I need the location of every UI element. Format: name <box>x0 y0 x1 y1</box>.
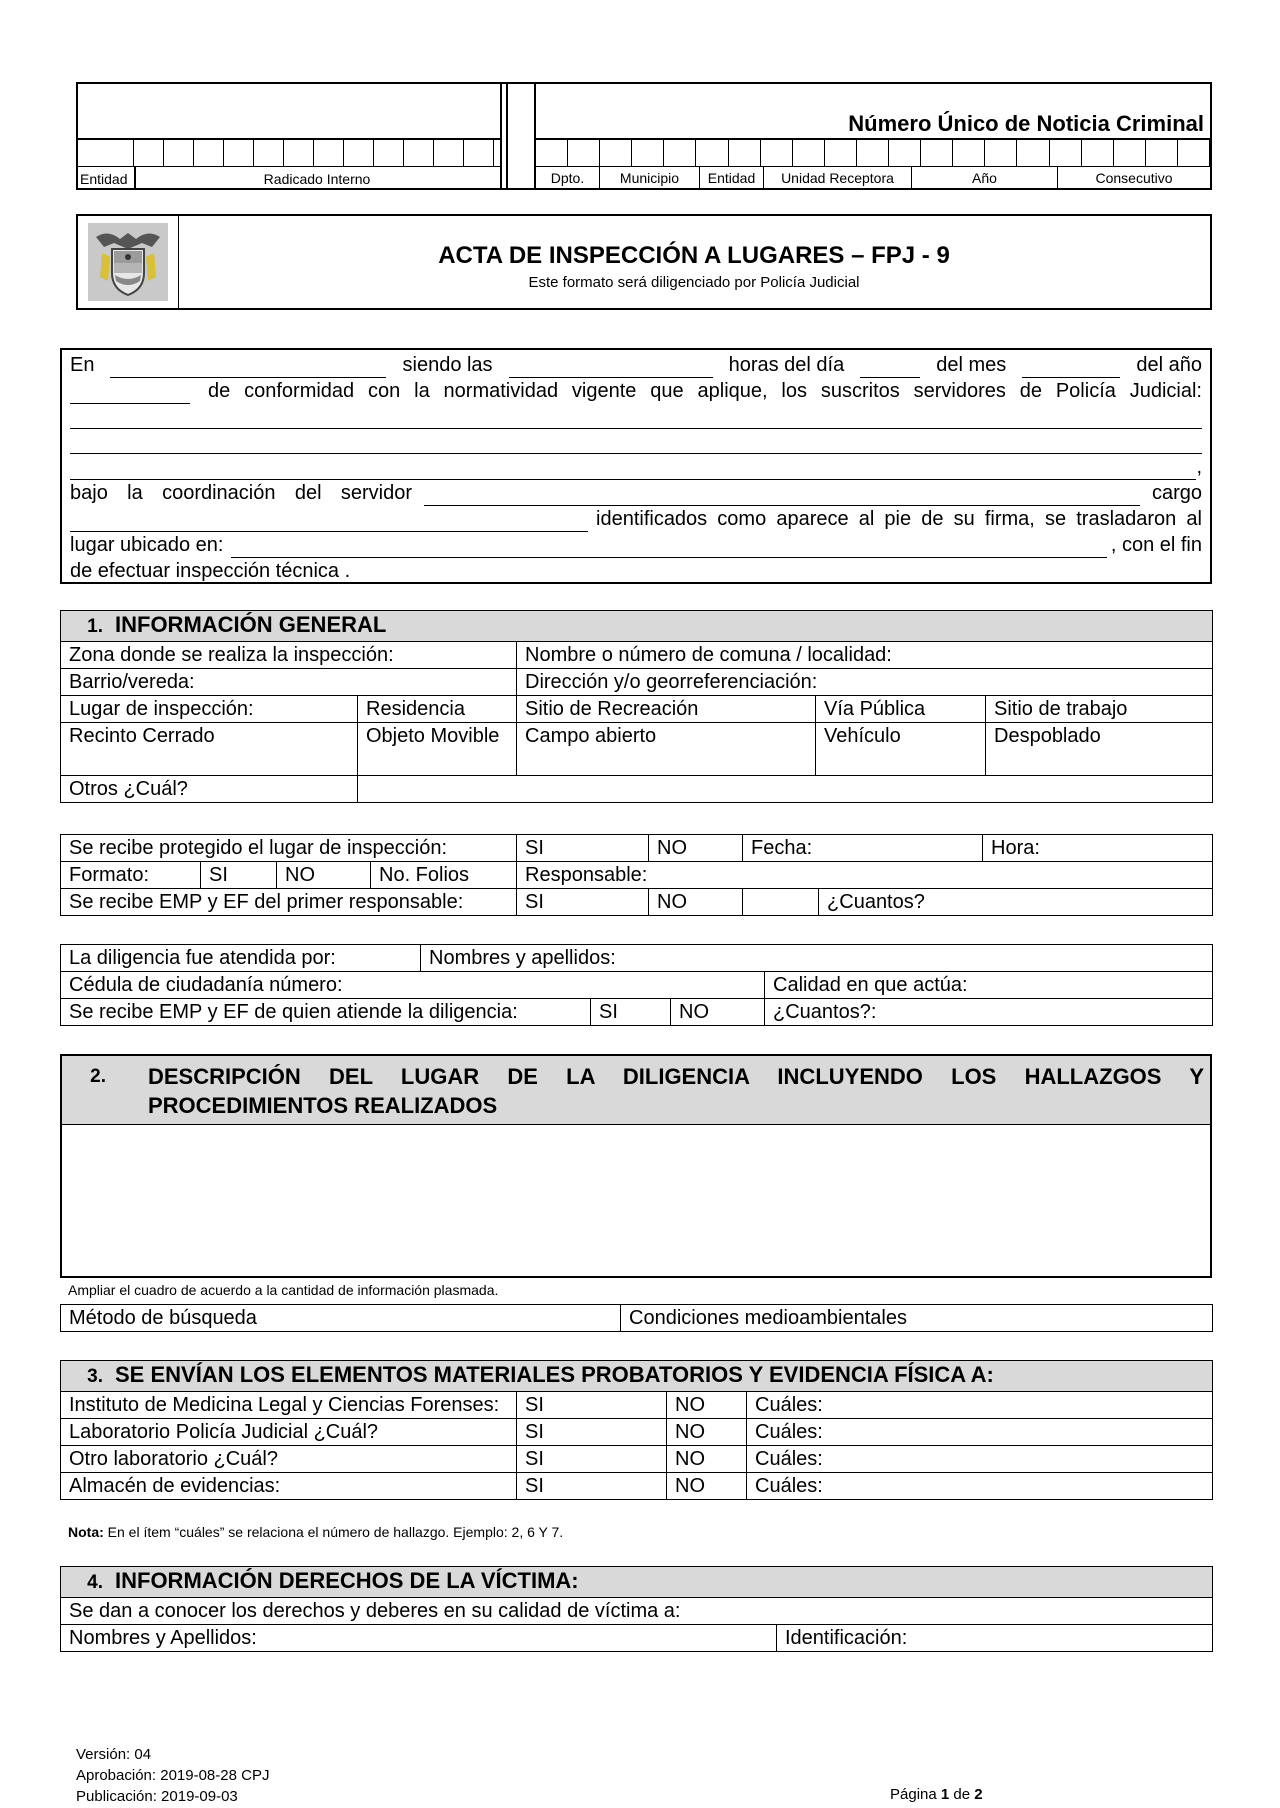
w-cargo: cargo <box>1151 482 1202 504</box>
intro-line-5 <box>70 454 1202 480</box>
nombres-field[interactable]: Nombres y apellidos: <box>421 945 1213 972</box>
intro-line-2 <box>70 378 1202 404</box>
section-2-title: DESCRIPCIÓN DEL LUGAR DE LA DILIGENCIA INCLUYENDO LOS HALLAZGOS Y PROCEDIMIENTOS REALIZADOS <box>148 1064 1204 1118</box>
nunc-digit-cell[interactable] <box>1082 140 1114 166</box>
comuna-cell[interactable]: Nombre o número de comuna / localidad: <box>517 642 1213 669</box>
radicado-digit-cell[interactable] <box>254 140 284 166</box>
w-bajo: bajo la coordinación del servidor <box>70 482 412 504</box>
nunc-digit-cell[interactable] <box>985 140 1017 166</box>
radicado-digit-cell[interactable] <box>404 140 434 166</box>
atendida-label: La diligencia fue atendida por: <box>61 945 421 972</box>
destination-si[interactable]: SI <box>517 1473 667 1500</box>
destination-no[interactable]: NO <box>667 1473 747 1500</box>
table-row <box>61 1419 1213 1446</box>
nunc-digit-cell[interactable] <box>953 140 985 166</box>
otros-label: Otros ¿Cuál? <box>61 776 358 803</box>
w-en: En <box>70 354 95 376</box>
calidad-field[interactable]: Calidad en que actúa: <box>765 972 1213 999</box>
day-field[interactable] <box>860 357 920 378</box>
section-3-number: 3. <box>87 1366 103 1387</box>
destination-name: Almacén de evidencias: <box>61 1473 517 1500</box>
nunc-digit-cell[interactable] <box>536 140 568 166</box>
page-of: de <box>949 1786 975 1803</box>
month-field[interactable] <box>1022 357 1120 378</box>
nunc-digit-cell[interactable] <box>696 140 728 166</box>
intro-line-8 <box>70 532 1202 558</box>
condiciones-field[interactable]: Condiciones medioambientales <box>621 1305 1213 1332</box>
barrio-cell[interactable]: Barrio/vereda: <box>61 669 517 696</box>
w-mes: del mes <box>936 354 1007 376</box>
nunc-digit-cell[interactable] <box>1114 140 1146 166</box>
formato-si[interactable]: SI <box>201 862 277 889</box>
w-siendo: siendo las <box>402 354 493 376</box>
nunc-digit-cell[interactable] <box>1050 140 1082 166</box>
destination-no[interactable]: NO <box>667 1419 747 1446</box>
otros-field[interactable] <box>358 776 1213 803</box>
destination-name: Instituto de Medicina Legal y Ciencias Forenses: <box>61 1392 517 1419</box>
option-despoblado[interactable]: Despoblado <box>986 723 1213 776</box>
page-label: Página <box>890 1786 941 1803</box>
intro-line-7 <box>70 506 1202 532</box>
version: Versión: 04 <box>76 1746 152 1763</box>
emp-atiende-cuantos[interactable]: ¿Cuantos?: <box>765 999 1213 1026</box>
option-campo-abierto[interactable]: Campo abierto <box>517 723 816 776</box>
hora-field[interactable]: Hora: <box>983 835 1213 862</box>
derechos-label: Se dan a conocer los derechos y deberes en su calidad de víctima a: <box>61 1598 1213 1625</box>
destination-cuales[interactable]: Cuáles: <box>747 1392 1213 1419</box>
nunc-field-label: Unidad Receptora <box>764 166 912 190</box>
nunc-digit-cell[interactable] <box>568 140 600 166</box>
nunc-labels <box>536 166 1210 190</box>
radicado-cells[interactable] <box>78 140 500 167</box>
w-comma: , <box>1196 456 1202 478</box>
protegido-label: Se recibe protegido el lugar de inspección: <box>61 835 517 862</box>
w-last: de efectuar inspección técnica . <box>70 560 351 582</box>
section-2-number: 2. <box>90 1066 106 1087</box>
table-row <box>61 1473 1213 1500</box>
section-2-header <box>62 1056 1210 1125</box>
title-block <box>76 214 1212 310</box>
w-ident: identificados como aparece al pie de su firma, se trasladaron al <box>596 508 1202 530</box>
w-ano: del año <box>1136 354 1202 376</box>
nunc-digit-cell[interactable] <box>1017 140 1049 166</box>
intro-line-6 <box>70 480 1202 506</box>
location-field[interactable] <box>231 537 1106 558</box>
page-number <box>890 1786 983 1803</box>
destination-cuales[interactable]: Cuáles: <box>747 1473 1213 1500</box>
logo-cell <box>78 216 179 308</box>
servers-line-2[interactable] <box>70 429 1202 454</box>
nunc-digit-cell[interactable] <box>761 140 793 166</box>
page-total: 2 <box>974 1786 983 1803</box>
emp-primer-no[interactable]: NO <box>649 889 743 916</box>
direccion-cell[interactable]: Dirección y/o georreferenciación: <box>517 669 1213 696</box>
emp-primer-cuantos[interactable]: ¿Cuantos? <box>819 889 1213 916</box>
publicacion: Publicación: 2019-09-03 <box>76 1788 238 1805</box>
section-2-box <box>60 1054 1212 1278</box>
fecha-field[interactable]: Fecha: <box>743 835 983 862</box>
emp-atiende-no[interactable]: NO <box>671 999 765 1026</box>
radicado-digit-cell[interactable] <box>194 140 224 166</box>
protegido-si[interactable]: SI <box>517 835 649 862</box>
section-1-number: 1. <box>87 616 103 637</box>
reception-table <box>60 834 1213 916</box>
zona-cell[interactable]: Zona donde se realiza la inspección: <box>61 642 517 669</box>
nunc-field-label: Consecutivo <box>1095 170 1173 186</box>
emp-primer-label: Se recibe EMP y EF del primer responsable: <box>61 889 517 916</box>
w-lugar: lugar ubicado en: <box>70 534 224 556</box>
nunc-digit-cell[interactable] <box>1178 140 1210 166</box>
section-3-note <box>68 1524 563 1540</box>
radicado-digit-cell[interactable] <box>374 140 404 166</box>
table-row <box>61 1392 1213 1419</box>
destination-si[interactable]: SI <box>517 1446 667 1473</box>
nunc-box <box>534 82 1212 190</box>
coat-of-arms-icon <box>88 223 168 301</box>
destination-name: Otro laboratorio ¿Cuál? <box>61 1446 517 1473</box>
radicado-digit-cell[interactable] <box>224 140 254 166</box>
radicado-label: Radicado Interno <box>263 171 371 187</box>
radicado-digit-cell[interactable] <box>314 140 344 166</box>
table-row <box>61 1446 1213 1473</box>
note-label: Nota: <box>68 1524 104 1540</box>
place-field[interactable] <box>110 357 386 378</box>
nunc-digit-cell[interactable] <box>664 140 696 166</box>
nunc-field-label: Municipio <box>600 166 700 190</box>
folios-field[interactable]: No. Folios <box>371 862 517 889</box>
nunc-field-label: Año <box>912 166 1058 190</box>
nunc-cells[interactable] <box>536 140 1210 167</box>
page-current: 1 <box>940 1786 950 1803</box>
radicado-digit-cell[interactable] <box>344 140 374 166</box>
section-4-header <box>61 1567 1213 1598</box>
nunc-digit-cell[interactable] <box>857 140 889 166</box>
option-vehiculo[interactable]: Vehículo <box>816 723 986 776</box>
nunc-field-label: Entidad <box>700 166 764 190</box>
section-4-title: INFORMACIÓN DERECHOS DE LA VÍCTIMA: <box>115 1568 579 1593</box>
intro-line-1 <box>70 352 1202 378</box>
destination-cuales[interactable]: Cuáles: <box>747 1446 1213 1473</box>
destination-si[interactable]: SI <box>517 1392 667 1419</box>
radicado-digit-cell[interactable] <box>464 140 494 166</box>
form-title: ACTA DE INSPECCIÓN A LUGARES – FPJ - 9 <box>438 242 950 269</box>
intro-box <box>60 348 1212 584</box>
section-3-title: SE ENVÍAN LOS ELEMENTOS MATERIALES PROBATORIOS Y EVIDENCIA FÍSICA A: <box>115 1362 994 1387</box>
radicado-digit-cell[interactable] <box>284 140 314 166</box>
victim-id-field[interactable]: Identificación: <box>777 1625 1213 1652</box>
protegido-no[interactable]: NO <box>649 835 743 862</box>
nunc-digit-cell[interactable] <box>600 140 632 166</box>
header-gap-box <box>502 82 534 190</box>
description-area[interactable] <box>62 1125 1210 1277</box>
nunc-digit-cell[interactable] <box>921 140 953 166</box>
nunc-digit-cell[interactable] <box>825 140 857 166</box>
w-fin: , con el fin <box>1110 534 1202 556</box>
radicado-digit-cell[interactable] <box>134 140 164 166</box>
form-subtitle: Este formato será diligenciado por Policía Judicial <box>528 274 860 291</box>
emp-atiende-label: Se recibe EMP y EF de quien atiende la diligencia: <box>61 999 591 1026</box>
destination-no[interactable]: NO <box>667 1446 747 1473</box>
formato-no[interactable]: NO <box>277 862 371 889</box>
attended-table <box>60 944 1213 1026</box>
radicado-digit-cell[interactable] <box>164 140 194 166</box>
section-2-extra-table <box>60 1304 1213 1332</box>
nunc-digit-cell[interactable] <box>729 140 761 166</box>
emp-primer-si[interactable]: SI <box>517 889 649 916</box>
section-1-table <box>60 610 1213 803</box>
nunc-digit-cell[interactable] <box>1146 140 1178 166</box>
metodo-busqueda-field[interactable]: Método de búsqueda <box>61 1305 621 1332</box>
nunc-digit-cell[interactable] <box>889 140 921 166</box>
nunc-digit-cell[interactable] <box>793 140 825 166</box>
section-3-header <box>61 1361 1213 1392</box>
section-1-title: INFORMACIÓN GENERAL <box>115 612 387 637</box>
option-recreacion[interactable]: Sitio de Recreación <box>517 696 816 723</box>
w-horas: horas del día <box>728 354 845 376</box>
emp-atiende-si[interactable]: SI <box>591 999 671 1026</box>
emp-primer-blank[interactable] <box>743 889 819 916</box>
year-field[interactable] <box>70 383 190 404</box>
formato-label: Formato: <box>61 862 201 889</box>
option-recinto-cerrado[interactable]: Recinto Cerrado <box>61 723 358 776</box>
section-4-table <box>60 1566 1213 1652</box>
servers-line-1[interactable] <box>70 404 1202 429</box>
footer-meta <box>76 1744 269 1807</box>
option-objeto-movible[interactable]: Objeto Movible <box>358 723 517 776</box>
section-1-header <box>61 611 1213 642</box>
lugar-label: Lugar de inspección: <box>61 696 358 723</box>
w-conformidad: de conformidad con la normatividad vigente que aplique, los suscritos servidores de Policía Judicial: <box>208 380 1202 402</box>
option-residencia[interactable]: Residencia <box>358 696 517 723</box>
destination-no[interactable]: NO <box>667 1392 747 1419</box>
entidad-label: Entidad <box>80 171 128 187</box>
section-3-table <box>60 1360 1213 1500</box>
destination-cuales[interactable]: Cuáles: <box>747 1419 1213 1446</box>
responsable-field[interactable]: Responsable: <box>517 862 1213 889</box>
coordinator-field[interactable] <box>424 485 1140 506</box>
victim-name-field[interactable]: Nombres y Apellidos: <box>61 1625 777 1652</box>
section-2-note: Ampliar el cuadro de acuerdo a la cantidad de información plasmada. <box>68 1282 499 1298</box>
radicado-box <box>76 82 502 190</box>
destination-name: Laboratorio Policía Judicial ¿Cuál? <box>61 1419 517 1446</box>
destination-si[interactable]: SI <box>517 1419 667 1446</box>
nunc-field-label: Dpto. <box>536 166 600 190</box>
note-text: En el ítem “cuáles” se relaciona el número de hallazgo. Ejemplo: 2, 6 Y 7. <box>103 1524 564 1540</box>
cedula-field[interactable]: Cédula de ciudadanía número: <box>61 972 765 999</box>
hours-field[interactable] <box>509 357 713 378</box>
option-sitio-trabajo[interactable]: Sitio de trabajo <box>986 696 1213 723</box>
section-4-number: 4. <box>87 1572 103 1593</box>
servers-line-3[interactable] <box>70 455 1196 480</box>
cargo-field[interactable] <box>70 511 588 532</box>
radicado-digit-cell[interactable] <box>434 140 464 166</box>
aprobacion: Aprobación: 2019-08-28 CPJ <box>76 1767 270 1784</box>
nunc-digit-cell[interactable] <box>632 140 664 166</box>
option-via-publica[interactable]: Vía Pública <box>816 696 986 723</box>
radicado-digit-cell[interactable] <box>78 140 134 166</box>
nunc-title: Número Único de Noticia Criminal <box>848 111 1204 136</box>
